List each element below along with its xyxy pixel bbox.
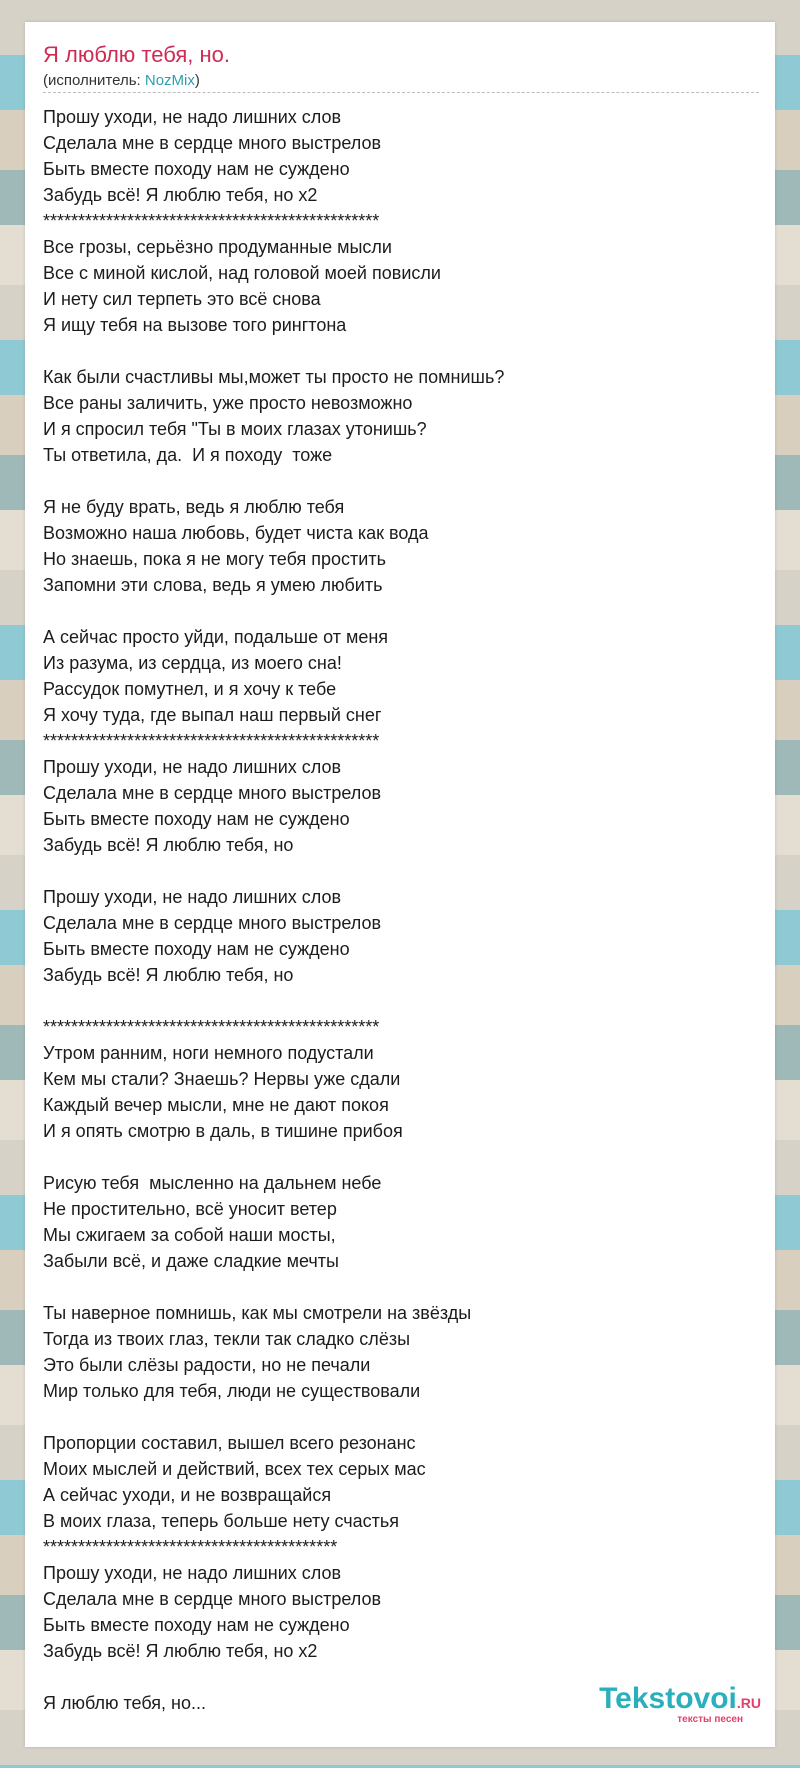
lyric-line: Пропорции составил, вышел всего резонанс	[43, 1433, 416, 1453]
lyric-line: Прошу уходи, не надо лишних слов	[43, 757, 342, 777]
separator-line: ************************************************	[43, 1017, 380, 1037]
artist-line	[43, 72, 200, 90]
lyric-line: Я ищу тебя на вызове того рингтона	[43, 315, 347, 335]
lyric-line: Сделала мне в сердце много выстрелов	[43, 913, 382, 933]
lyric-line: Ты наверное помнишь, как мы смотрели на звёзды	[43, 1303, 472, 1323]
lyric-line: Утром ранним, ноги немного подустали	[43, 1043, 374, 1063]
lyric-line: Все с миной кислой, над головой моей повисли	[43, 263, 441, 283]
lyric-line: Сделала мне в сердце много выстрелов	[43, 133, 382, 153]
lyric-line: Но знаешь, пока я не могу тебя простить	[43, 549, 386, 569]
blank-line	[43, 1144, 504, 1170]
lyric-line: Я люблю тебя, но...	[43, 1693, 206, 1713]
lyric-line: Из разума, из сердца, из моего сна!	[43, 653, 342, 673]
site-logo[interactable]	[599, 1684, 761, 1725]
blank-line	[43, 1404, 504, 1430]
lyric-line: Все грозы, серьёзно продуманные мысли	[43, 237, 392, 257]
lyric-line: Мы сжигаем за собой наши мосты,	[43, 1225, 336, 1245]
lyric-line: Я хочу туда, где выпал наш первый снег	[43, 705, 382, 725]
blank-line	[43, 1274, 504, 1300]
lyric-line: Возможно наша любовь, будет чиста как вода	[43, 523, 429, 543]
separator-line: ******************************************	[43, 1537, 338, 1557]
lyric-line: А сейчас уходи, и не возвращайся	[43, 1485, 332, 1505]
artist-link[interactable]: NozMix	[144, 72, 195, 89]
lyric-line: Забудь всё! Я люблю тебя, но х2	[43, 1641, 318, 1661]
lyric-line: Прошу уходи, не надо лишних слов	[43, 887, 342, 907]
song-title: Я люблю тебя, но.	[43, 42, 230, 67]
lyric-line: Забудь всё! Я люблю тебя, но х2	[43, 185, 318, 205]
logo-tld: .RU	[736, 1695, 761, 1711]
title-divider	[43, 92, 759, 93]
lyric-line: Каждый вечер мысли, мне не дают покоя	[43, 1095, 389, 1115]
separator-line: ************************************************	[43, 731, 380, 751]
lyric-line: А сейчас просто уйди, подальше от меня	[43, 627, 389, 647]
lyric-line: Ты ответила, да. И я походу тоже	[43, 445, 333, 465]
lyric-line: И я спросил тебя "Ты в моих глазах утонишь?	[43, 419, 427, 439]
lyric-line: Прошу уходи, не надо лишних слов	[43, 107, 342, 127]
lyric-line: В моих глаза, теперь больше нету счастья	[43, 1511, 400, 1531]
logo-brand: Tekstovoi	[599, 1682, 737, 1715]
lyric-line: Сделала мне в сердце много выстрелов	[43, 783, 382, 803]
lyric-line: Не простительно, всё уносит ветер	[43, 1199, 337, 1219]
lyric-line: Мир только для тебя, люди не существовали	[43, 1381, 421, 1401]
lyric-line: Я не буду врать, ведь я люблю тебя	[43, 497, 345, 517]
lyric-line: Быть вместе походу нам не суждено	[43, 1615, 350, 1635]
lyrics-card	[25, 22, 775, 1747]
lyric-line: Запомни эти слова, ведь я умею любить	[43, 575, 383, 595]
lyric-line: Моих мыслей и действий, всех тех серых мас	[43, 1459, 426, 1479]
logo-tagline: тексты песен	[677, 1714, 743, 1725]
lyric-line: И я опять смотрю в даль, в тишине прибоя	[43, 1121, 403, 1141]
lyric-line: Все раны заличить, уже просто невозможно	[43, 393, 413, 413]
lyric-line: Быть вместе походу нам не суждено	[43, 159, 350, 179]
lyric-line: Забыли всё, и даже сладкие мечты	[43, 1251, 339, 1271]
artist-suffix: )	[194, 72, 200, 89]
lyric-line: Быть вместе походу нам не суждено	[43, 939, 350, 959]
lyric-line: Прошу уходи, не надо лишних слов	[43, 1563, 342, 1583]
lyric-line: Сделала мне в сердце много выстрелов	[43, 1589, 382, 1609]
lyric-line: Как были счастливы мы,может ты просто не помнишь?	[43, 367, 505, 387]
blank-line	[43, 598, 504, 624]
lyric-line: Забудь всё! Я люблю тебя, но	[43, 835, 294, 855]
artist-prefix: (исполнитель:	[43, 72, 145, 89]
blank-line	[43, 1664, 504, 1690]
blank-line	[43, 468, 504, 494]
lyric-line: Рисую тебя мысленно на дальнем небе	[43, 1173, 382, 1193]
lyrics-text	[43, 104, 504, 1716]
lyric-line: Забудь всё! Я люблю тебя, но	[43, 965, 294, 985]
blank-line	[43, 988, 504, 1014]
lyric-line: Тогда из твоих глаз, текли так сладко слёзы	[43, 1329, 411, 1349]
lyric-line: Рассудок помутнел, и я хочу к тебе	[43, 679, 337, 699]
blank-line	[43, 338, 504, 364]
lyric-line: Быть вместе походу нам не суждено	[43, 809, 350, 829]
blank-line	[43, 858, 504, 884]
lyric-line: И нету сил терпеть это всё снова	[43, 289, 321, 309]
lyric-line: Это были слёзы радости, но не печали	[43, 1355, 371, 1375]
lyric-line: Кем мы стали? Знаешь? Нервы уже сдали	[43, 1069, 401, 1089]
separator-line: ************************************************	[43, 211, 380, 231]
